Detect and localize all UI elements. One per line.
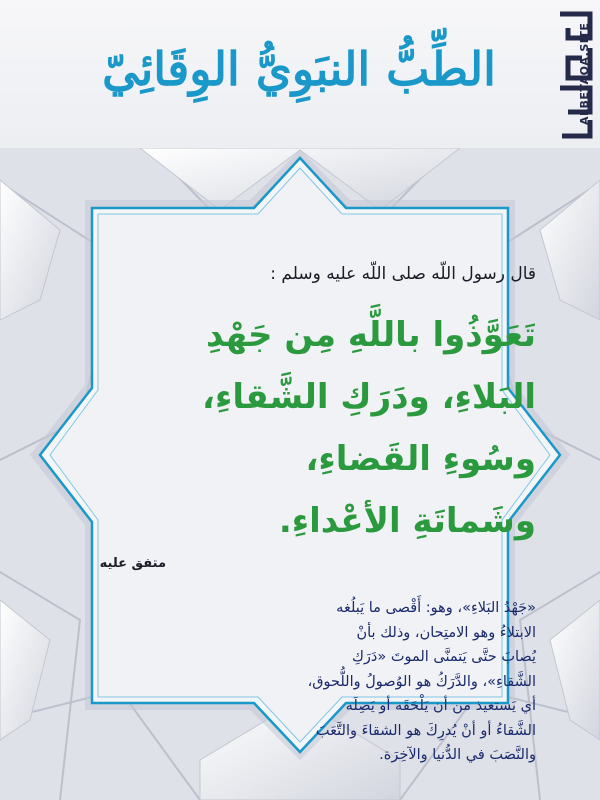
hadith-text (60, 304, 536, 552)
hadith-line: البَلاءِ، ودَرَكِ الشَّقاءِ، (202, 377, 536, 417)
explanation-line: يُصابَ حتَّى يَتمنَّى الموتَ «دَرَكِ (351, 649, 536, 665)
hadith-line: تَعَوَّذُوا باللَّهِ مِن جَهْدِ (205, 315, 536, 355)
explanation-line: «جَهْدُ البَلاءِ»، وهو: أَقْصى ما يَبلُغه (336, 600, 536, 616)
explanation-text (60, 596, 536, 768)
explanation-line: والنَّصَبَ في الدُّنيا والآخِرَة. (379, 747, 536, 763)
intro-text: قال رسول اللّه صلى اللّه عليه وسلم : (270, 264, 536, 284)
site-name: ALBETAQA.SITE (578, 22, 591, 126)
hadith-line: وشَماتَةِ الأعْداءِ. (278, 501, 536, 541)
explanation-line: أي يَستعيذ من أن يَلْحَقَه أو يَصِلَه (345, 698, 536, 714)
explanation-line: الشَّقاءُ أو أنْ يُدرِكَ هو الشقاءَ والتَّعَبَ (315, 722, 536, 739)
explanation-line: الشَّقاءِ»، والدَّرَكُ هو الوُصولُ واللُّحوق، (307, 673, 536, 690)
explanation-line: الابتلاءُ وهو الامتِحان، وذلك بأنْ (356, 624, 536, 641)
hadith-source: متفق عليه (99, 556, 166, 571)
hadith-line: وسُوءِ القَضاءِ، (305, 439, 536, 479)
page-title: الطِّبُّ النبَوِيُّ الوِقَائِيّ (102, 42, 496, 96)
